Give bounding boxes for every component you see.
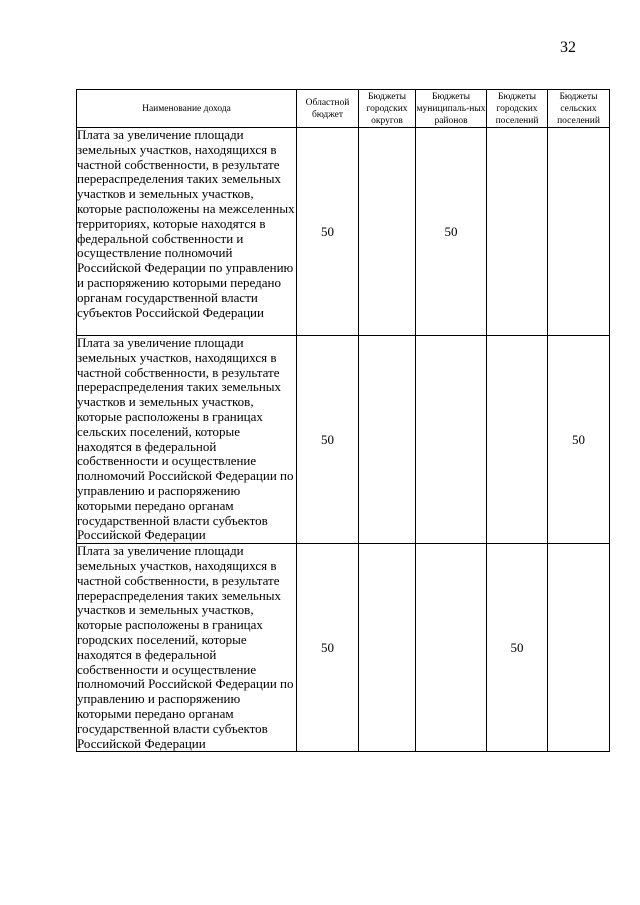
header-municipal-districts-budget: Бюджеты муниципаль-ных районов <box>416 91 486 126</box>
page-number: 32 <box>560 39 576 56</box>
income-distribution-table <box>76 89 610 752</box>
municipal-districts-value-cell <box>416 336 487 544</box>
municipal-districts-value-cell <box>416 544 487 752</box>
regional-value-cell: 50 <box>297 128 359 336</box>
header-income-name: Наименование дохода <box>77 90 297 128</box>
urban-settlements-value-cell <box>487 128 548 336</box>
municipal-districts-value-cell: 50 <box>416 128 487 336</box>
header-regional-budget: Областной бюджет <box>297 90 359 128</box>
table-header-row <box>77 90 610 128</box>
urban-settlements-value-cell: 50 <box>487 544 548 752</box>
header-city-districts-budget: Бюджеты городских округов <box>359 90 416 128</box>
income-name-cell: Плата за увеличение площади земельных участков, находящихся в частной собственности, в результате перераспределения таких земельных участков и земельных участков, которые расположены в границах сельских поселений, которые находятся в федеральной собственности и осуществление полномочий Российской Федерации по управлению и распоряжению которыми передано органам государственной власти субъектов Российской Федерации <box>77 336 297 544</box>
table-row <box>77 128 610 336</box>
urban-settlements-value-cell <box>487 336 548 544</box>
header-rural-settlements-budget: Бюджеты сельских поселений <box>548 90 610 128</box>
income-name-cell: Плата за увеличение площади земельных участков, находящихся в частной собственности, в результате перераспределения таких земельных участков и земельных участков, которые расположены в границах городских поселений, которые находятся в федеральной собственности и осуществление полномочий Российской Федерации по управлению и распоряжению которыми передано органам государственной власти субъектов Российской Федерации <box>77 544 297 752</box>
table-row <box>77 544 610 752</box>
rural-settlements-value-cell <box>548 128 610 336</box>
regional-value-cell: 50 <box>297 336 359 544</box>
rural-settlements-value-cell: 50 <box>548 336 610 544</box>
city-districts-value-cell <box>359 544 416 752</box>
header-urban-settlements-budget: Бюджеты городских поселений <box>487 90 548 128</box>
table-row <box>77 336 610 544</box>
income-name-cell: Плата за увеличение площади земельных участков, находящихся в частной собственности, в результате перераспределения таких земельных участков и земельных участков, которые расположены на межселенных территориях, которые находятся в федеральной собственности и осуществление полномочий Российской Федерации по управлению и распоряжению которыми передано органам государственной власти субъектов Российской Федерации <box>77 128 297 336</box>
city-districts-value-cell <box>359 336 416 544</box>
rural-settlements-value-cell <box>548 544 610 752</box>
city-districts-value-cell <box>359 128 416 336</box>
regional-value-cell: 50 <box>297 544 359 752</box>
